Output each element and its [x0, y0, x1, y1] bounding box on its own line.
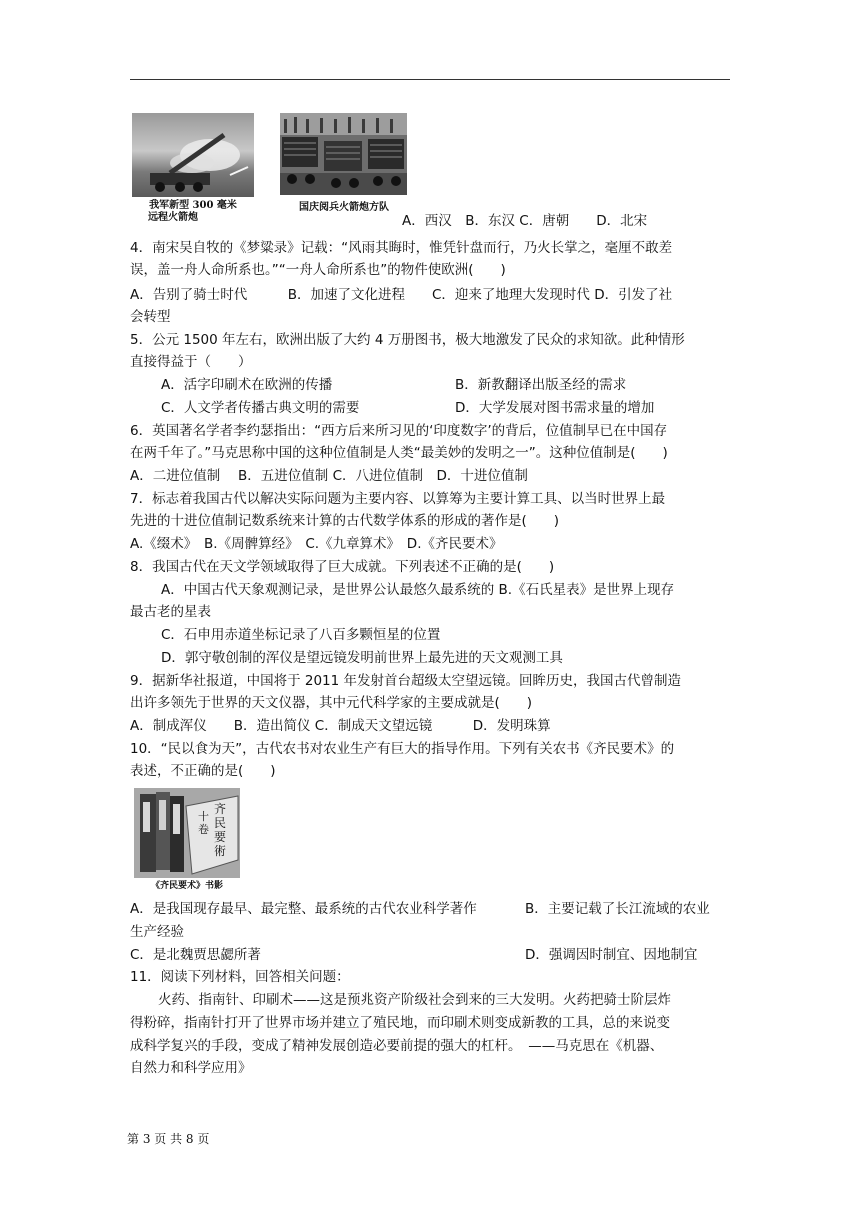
q10-option-c: C．是北魏贾思勰所著 — [130, 947, 261, 963]
header-rule — [130, 79, 730, 80]
q9-options: A．制成浑仪 B．造出简仪 C．制成天文望远镜 D．发明珠算 — [130, 718, 551, 734]
q10-option-b: B．主要记载了长江流域的农业 — [525, 901, 710, 917]
q5-option-a: A．活字印刷术在欧洲的传播 — [161, 377, 333, 393]
q6-text-line-1: 6．英国著名学者李约瑟指出：“西方后来所习见的‘印度数字’的背后，位值制早已在中国存 — [130, 423, 668, 439]
q4-text-line-2: 误，盖一舟人命所系也。”“一舟人命所系也”的物件使欧洲( ) — [130, 262, 506, 278]
rocket-caption-line-1: 我军新型 300 毫米 — [149, 200, 237, 211]
q10-text-line-1: 10．“民以食为天”，古代农书对农业生产有巨大的指导作用。下列有关农书《齐民要术》的 — [130, 741, 675, 757]
parade-rockets-photo — [280, 113, 407, 195]
q8-text: 8．我国古代在天文学领域取得了巨大成就。下列表述不正确的是( ) — [130, 559, 555, 575]
q7-text-line-2: 先进的十进位值制记数系统来计算的古代数学体系的形成的著作是( ) — [130, 513, 560, 529]
q11-material-line-3: 成科学复兴的手段，变成了精神发展创造必要前提的强大的杠杆。 ——马克思在《机器、 — [130, 1038, 664, 1054]
book-cover-title: 齐民要術 — [214, 802, 227, 858]
q8-option-d: D．郭守敬创制的浑仪是望远镜发明前世界上最先进的天文观测工具 — [161, 650, 563, 666]
q8-option-c: C．石申用赤道坐标记录了八百多颗恒星的位置 — [161, 627, 441, 643]
page-footer: 第 3 页 共 8 页 — [127, 1132, 210, 1146]
q5-option-d: D．大学发展对图书需求量的增加 — [455, 400, 655, 416]
qimin-yaoshu-book-photo — [134, 788, 240, 878]
q11-material-line-2: 得粉碎，指南针打开了世界市场并建立了殖民地，而印刷术则变成新教的工具，总的来说变 — [130, 1015, 670, 1031]
q4-options: A．告别了骑士时代 B．加速了文化进程 C．迎来了地理大发现时代 D．引发了社 — [130, 287, 673, 303]
q6-options: A．二进位值制 B．五进位值制 C．八进位值制 D．十进位值制 — [130, 468, 528, 484]
q8-option-b-wrap: 最古老的星表 — [130, 604, 211, 620]
q10-option-d: D．强调因时制宜、因地制宜 — [525, 947, 698, 963]
q11-prompt: 11．阅读下列材料，回答相关问题： — [130, 969, 350, 985]
book-cover-volume: 十卷 — [198, 810, 209, 836]
q9-text-line-1: 9．据新华社报道，中国将于 2011 年发射首台超级太空望远镜。回眸历史，我国古代曾制造 — [130, 673, 682, 689]
q11-material-line-4: 自然力和科学应用》 — [130, 1060, 252, 1076]
q7-options: A.《缀术》 B.《周髀算经》 C.《九章算术》 D.《齐民要术》 — [130, 536, 503, 552]
q11-material-line-1: 火药、指南针、印刷术——这是预兆资产阶级社会到来的三大发明。火药把骑士阶层炸 — [158, 992, 671, 1008]
q3-options: A．西汉 B．东汉 C．唐朝 D．北宋 — [402, 213, 648, 229]
q5-option-b: B．新教翻译出版圣经的需求 — [455, 377, 627, 393]
book-caption: 《齐民要术》书影 — [150, 881, 223, 891]
q10-option-a: A．是我国现存最早、最完整、最系统的古代农业科学著作 — [130, 901, 477, 917]
parade-caption: 国庆阅兵火箭炮方队 — [299, 202, 389, 213]
q10-option-b-wrap: 生产经验 — [130, 924, 184, 940]
rocket-launcher-photo — [132, 113, 254, 197]
q6-text-line-2: 在两千年了。”马克思称中国的这种位值制是人类“最美妙的发明之一”。这种位值制是( ) — [130, 445, 668, 461]
q5-text-line-1: 5．公元 1500 年左右，欧洲出版了大约 4 万册图书，极大地激发了民众的求知欲。此种情形 — [130, 332, 685, 348]
q8-option-a-b: A．中国古代天象观测记录，是世界公认最悠久最系统的 B.《石氏星表》是世界上现存 — [161, 582, 675, 598]
q4-text-line-1: 4．南宋吴自牧的《梦粱录》记载：“风雨其晦时，惟凭针盘而行，乃火长掌之，毫厘不敢差 — [130, 240, 673, 256]
q5-option-c: C．人文学者传播古典文明的需要 — [161, 400, 360, 416]
q5-text-line-2: 直接得益于（ ） — [130, 354, 252, 370]
q4-options-wrap: 会转型 — [130, 309, 171, 325]
q10-text-line-2: 表述，不正确的是( ) — [130, 763, 276, 779]
q7-text-line-1: 7．标志着我国古代以解决实际问题为主要内容、以算筹为主要计算工具、以当时世界上最 — [130, 491, 666, 507]
rocket-caption-line-2: 远程火箭炮 — [148, 212, 198, 223]
q9-text-line-2: 出许多领先于世界的天文仪器，其中元代科学家的主要成就是( ) — [130, 695, 533, 711]
